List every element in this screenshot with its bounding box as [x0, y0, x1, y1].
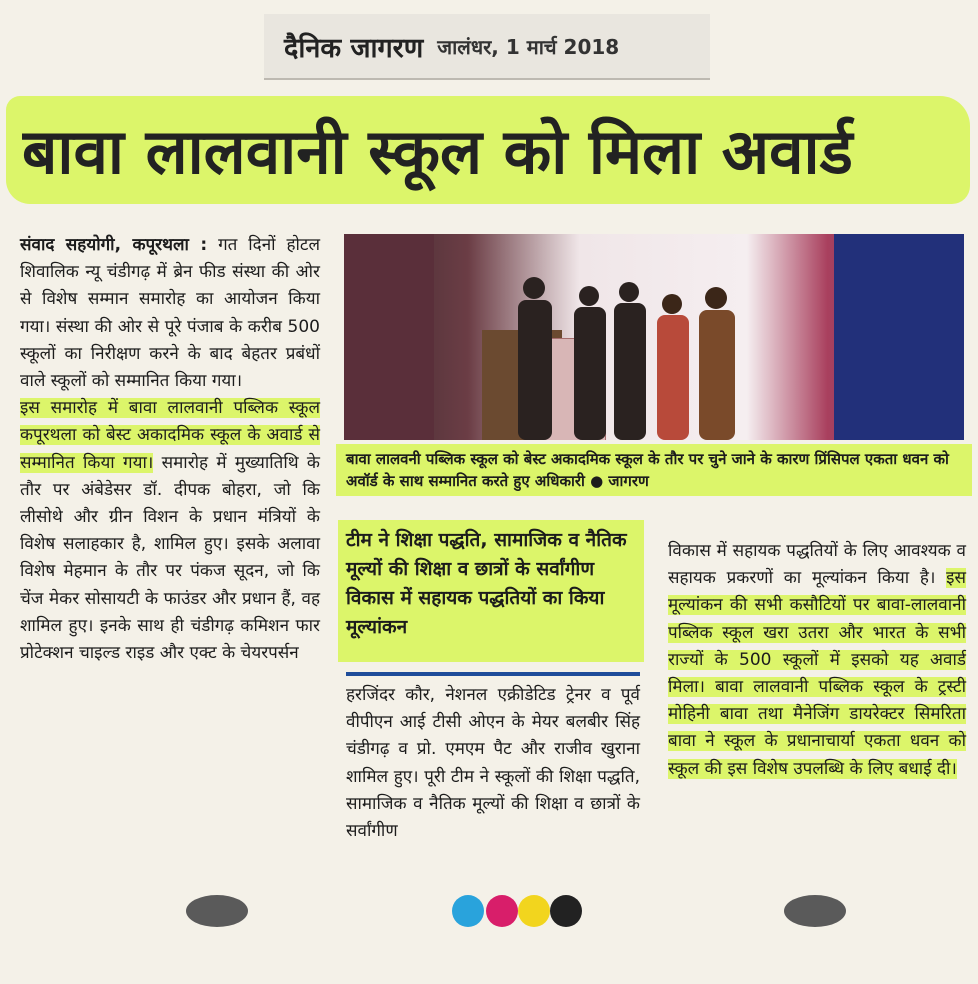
masthead: [264, 14, 710, 80]
newspaper-name: दैनिक जागरण: [284, 32, 424, 64]
print-mark-left: [186, 895, 248, 927]
dateline: जालंधर, 1 मार्च 2018: [437, 34, 620, 59]
column-rule: [346, 672, 640, 676]
headline: बावा लालवानी स्कूल को मिला अवार्ड: [22, 115, 853, 188]
photo-banner-left: [344, 234, 434, 440]
column-1-para-2: [20, 395, 320, 667]
print-dot-magenta: [486, 895, 518, 927]
column-3-text: विकास में सहायक पद्धतियों के लिए आवश्यक व सहायक प्रकरणों का मूल्यांकन किया है।: [668, 541, 966, 589]
column-2: [346, 682, 640, 845]
photo-caption: बावा लालवनी पब्लिक स्कूल को बेस्ट अकादमिक स्कूल के तौर पर चुने जाने के कारण प्रिंसिपल एकता धवन को अवॉर्ड के साथ सम्मानित करते हुए अधिकारी ● जागरण: [346, 450, 949, 490]
photo-people: [494, 274, 754, 440]
column-2-text: हरजिंदर कौर, नेशनल एक्रीडेटिड ट्रेनर व पूर्व वीपीएन आई टीसी ओएन के मेयर बलबीर सिंह चंडीगढ़ व प्रो. एमएम पैट और राजीव खुराना शामिल हुए। पूरी टीम ने स्कूलों की शिक्षा पद्धति, सामाजिक व नैतिक मूल्यों की शिक्षा व छात्रों के सर्वांगीण: [346, 685, 640, 842]
column-1: [20, 232, 320, 667]
column-3-para: [668, 538, 966, 783]
print-mark-right: [784, 895, 846, 927]
photo-banner-right: [834, 234, 964, 440]
print-dot-yellow: [518, 895, 550, 927]
column-1-highlight: इस समारोह में बावा लालवानी पब्लिक स्कूल कपूरथला को बेस्ट अकादमिक स्कूल के अवार्ड से सम्मानित किया गया।: [20, 398, 320, 473]
column-1-para-1-text: गत दिनों होटल शिवालिक न्यू चंडीगढ़ में ब्रेन फीड संस्था की ओर से विशेष सम्मान समारोह का आयोजन किया गया। संस्था की ओर से पूरे पंजाब के करीब 500 स्कूलों का निरीक्षण करने के बाद बेहतर प्रबंधों वाले स्कूलों को सम्मानित किया गया।: [20, 235, 320, 392]
award-photo: [344, 234, 964, 440]
column-1-para-2-text: समारोह में मुख्यातिथि के तौर पर अंबेडेसर डॉ. दीपक बोहरा, जो कि लीसोथे और ग्रीन विशन के प्रधान मंत्रियों के विशेष सलाहकार है, शामिल हुए। इसके अलावा विशेष मेहमान के तौर पर पंकज सूदन, जो कि चेंज मेकर सोसायटी के फाउंडर और प्रधान हैं, वह शामिल हुए। इनके साथ ही चंडीगढ़ कमिशन फार प्रोटेक्शन चाइल्ड राइड और एक्ट के चेयरपर्सन: [20, 452, 320, 664]
subheadline: टीम ने शिक्षा पद्धति, सामाजिक व नैतिक मूल्यों की शिक्षा व छात्रों के सर्वांगीण विकास में सहायक पद्धतियों का किया मूल्यांकन: [346, 529, 627, 638]
byline: संवाद सहयोगी, कपूरथला :: [20, 235, 208, 255]
column-3-highlight: इस मूल्यांकन की सभी कसौटियों पर बावा-लालवानी पब्लिक स्कूल खरा उतरा और भारत के सभी राज्यों के 500 स्कूलों में इसको यह अवार्ड मिला। बावा लालवानी पब्लिक स्कूल के ट्रस्टी मोहिनी बावा तथा मैनेजिंग डायरेक्टर सिमरिता बावा ने स्कूल के प्रधानाचार्या एकता धवन को स्कूल की इस विशेष उपलब्धि के लिए बधाई दी।: [668, 568, 967, 779]
print-dot-black: [550, 895, 582, 927]
column-3: [668, 538, 966, 783]
print-dot-cyan: [452, 895, 484, 927]
column-1-para-1: [20, 232, 320, 395]
